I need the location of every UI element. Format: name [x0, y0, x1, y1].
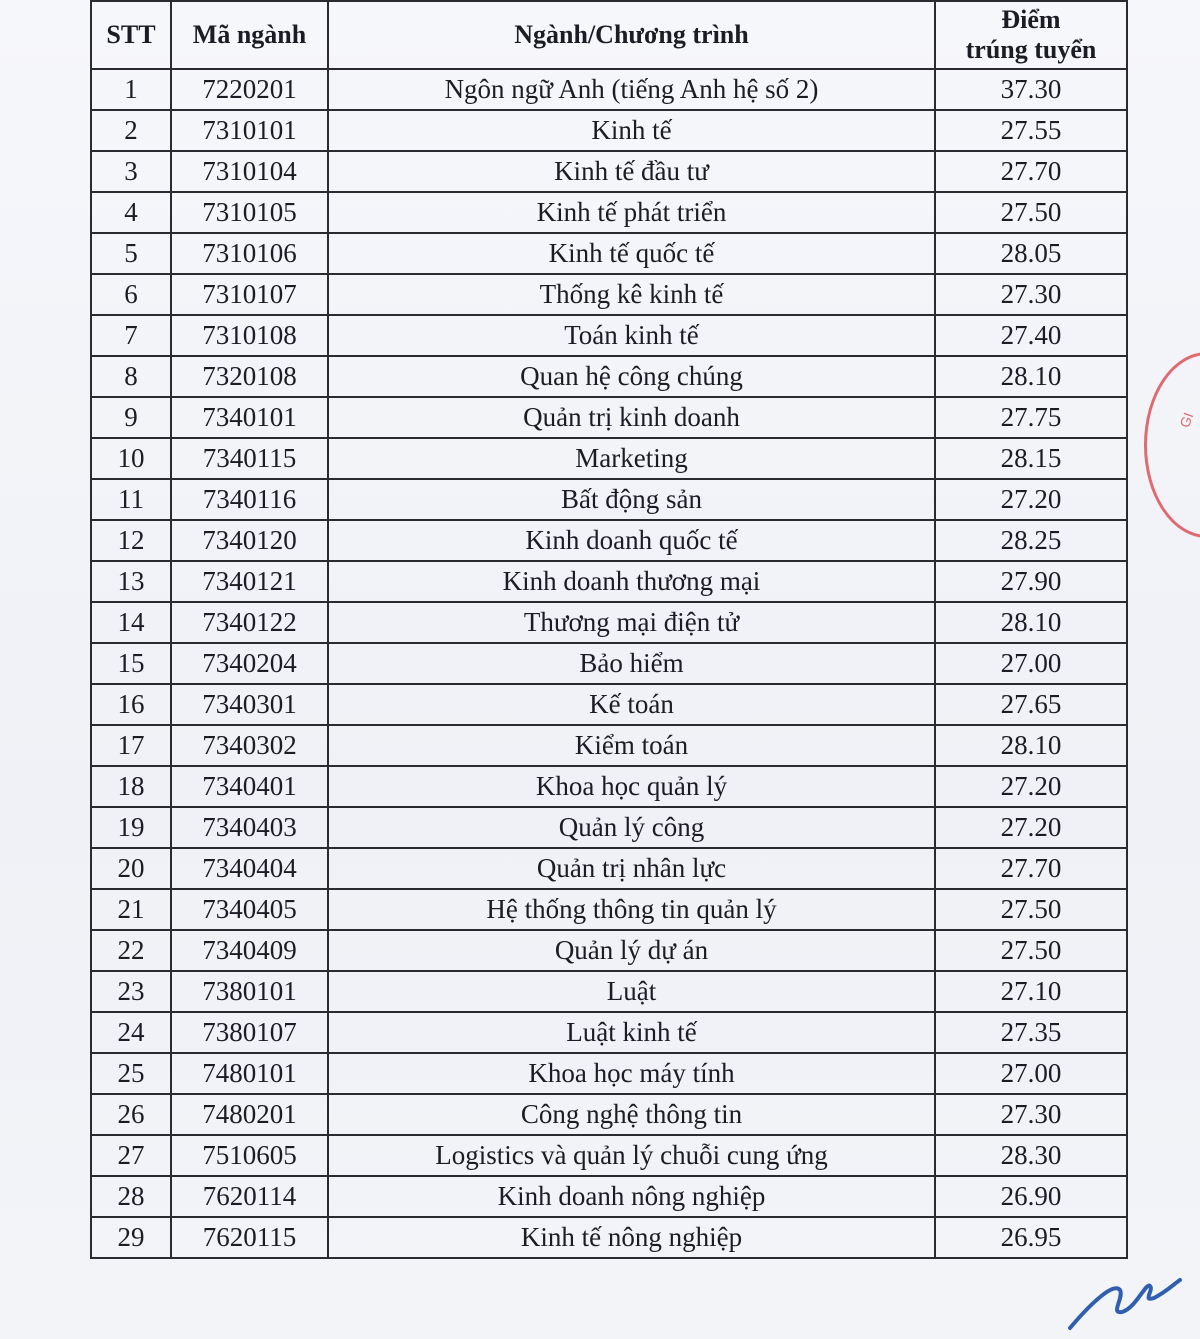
cell-major: Kinh doanh thương mại [328, 561, 935, 602]
cell-score: 27.55 [935, 110, 1127, 151]
cell-major: Kinh tế [328, 110, 935, 151]
cell-stt: 1 [91, 69, 171, 110]
cell-stt: 24 [91, 1012, 171, 1053]
cell-major: Kinh tế quốc tế [328, 233, 935, 274]
cell-code: 7480201 [171, 1094, 328, 1135]
cell-major: Ngôn ngữ Anh (tiếng Anh hệ số 2) [328, 69, 935, 110]
header-stt: STT [91, 1, 171, 69]
cell-major: Kinh tế đầu tư [328, 151, 935, 192]
table-row [91, 889, 1127, 930]
cell-score: 28.30 [935, 1135, 1127, 1176]
cell-major: Kinh doanh quốc tế [328, 520, 935, 561]
header-major: Ngành/Chương trình [328, 1, 935, 69]
cell-score: 27.50 [935, 192, 1127, 233]
cell-code: 7340115 [171, 438, 328, 479]
cell-stt: 20 [91, 848, 171, 889]
cell-stt: 25 [91, 1053, 171, 1094]
cell-code: 7220201 [171, 69, 328, 110]
cell-code: 7310105 [171, 192, 328, 233]
table-header-row [91, 1, 1127, 69]
cell-stt: 11 [91, 479, 171, 520]
table-row [91, 561, 1127, 602]
cell-code: 7620114 [171, 1176, 328, 1217]
cell-stt: 5 [91, 233, 171, 274]
cell-stt: 14 [91, 602, 171, 643]
cell-stt: 3 [91, 151, 171, 192]
cell-major: Bảo hiểm [328, 643, 935, 684]
cell-score: 26.90 [935, 1176, 1127, 1217]
cell-code: 7340101 [171, 397, 328, 438]
cell-score: 28.10 [935, 602, 1127, 643]
table-row [91, 1217, 1127, 1258]
header-score [935, 1, 1127, 69]
cell-major: Kinh doanh nông nghiệp [328, 1176, 935, 1217]
table-row [91, 848, 1127, 889]
admission-score-table [90, 0, 1128, 1259]
cell-score: 27.90 [935, 561, 1127, 602]
cell-stt: 22 [91, 930, 171, 971]
cell-code: 7340401 [171, 766, 328, 807]
cell-stt: 28 [91, 1176, 171, 1217]
cell-code: 7480101 [171, 1053, 328, 1094]
cell-score: 28.05 [935, 233, 1127, 274]
cell-stt: 21 [91, 889, 171, 930]
cell-code: 7340404 [171, 848, 328, 889]
cell-code: 7310107 [171, 274, 328, 315]
cell-code: 7320108 [171, 356, 328, 397]
cell-code: 7340122 [171, 602, 328, 643]
cell-major: Thống kê kinh tế [328, 274, 935, 315]
cell-major: Công nghệ thông tin [328, 1094, 935, 1135]
cell-score: 27.30 [935, 274, 1127, 315]
cell-major: Khoa học quản lý [328, 766, 935, 807]
table-row [91, 315, 1127, 356]
cell-code: 7340121 [171, 561, 328, 602]
cell-major: Khoa học máy tính [328, 1053, 935, 1094]
cell-code: 7340116 [171, 479, 328, 520]
cell-code: 7620115 [171, 1217, 328, 1258]
table-row [91, 684, 1127, 725]
cell-major: Quản lý công [328, 807, 935, 848]
cell-major: Hệ thống thông tin quản lý [328, 889, 935, 930]
cell-major: Kinh tế phát triển [328, 192, 935, 233]
cell-stt: 4 [91, 192, 171, 233]
table-row [91, 1012, 1127, 1053]
cell-code: 7510605 [171, 1135, 328, 1176]
cell-major: Quản trị nhân lực [328, 848, 935, 889]
cell-major: Bất động sản [328, 479, 935, 520]
cell-score: 27.35 [935, 1012, 1127, 1053]
cell-score: 27.50 [935, 889, 1127, 930]
cell-score: 37.30 [935, 69, 1127, 110]
table-row [91, 1176, 1127, 1217]
cell-score: 26.95 [935, 1217, 1127, 1258]
cell-stt: 23 [91, 971, 171, 1012]
cell-stt: 2 [91, 110, 171, 151]
cell-code: 7380101 [171, 971, 328, 1012]
table-row [91, 438, 1127, 479]
table-row [91, 1053, 1127, 1094]
cell-stt: 18 [91, 766, 171, 807]
cell-major: Quản lý dự án [328, 930, 935, 971]
table-row [91, 1135, 1127, 1176]
cell-code: 7340409 [171, 930, 328, 971]
cell-major: Luật kinh tế [328, 1012, 935, 1053]
cell-major: Kinh tế nông nghiệp [328, 1217, 935, 1258]
cell-major: Toán kinh tế [328, 315, 935, 356]
cell-score: 27.10 [935, 971, 1127, 1012]
cell-major: Kiểm toán [328, 725, 935, 766]
cell-major: Logistics và quản lý chuỗi cung ứng [328, 1135, 935, 1176]
table-row [91, 479, 1127, 520]
cell-score: 27.75 [935, 397, 1127, 438]
cell-major: Luật [328, 971, 935, 1012]
cell-stt: 15 [91, 643, 171, 684]
cell-score: 27.30 [935, 1094, 1127, 1135]
cell-stt: 6 [91, 274, 171, 315]
cell-score: 27.20 [935, 766, 1127, 807]
header-score-line1: Điểm [1001, 5, 1061, 34]
cell-stt: 26 [91, 1094, 171, 1135]
signature-mark [1062, 1262, 1182, 1334]
table-row [91, 725, 1127, 766]
cell-major: Quan hệ công chúng [328, 356, 935, 397]
cell-major: Kế toán [328, 684, 935, 725]
cell-stt: 10 [91, 438, 171, 479]
table-row [91, 766, 1127, 807]
cell-stt: 29 [91, 1217, 171, 1258]
cell-stt: 12 [91, 520, 171, 561]
table-row [91, 930, 1127, 971]
cell-stt: 7 [91, 315, 171, 356]
cell-score: 27.50 [935, 930, 1127, 971]
cell-code: 7310104 [171, 151, 328, 192]
cell-major: Quản trị kinh doanh [328, 397, 935, 438]
cell-score: 27.20 [935, 479, 1127, 520]
cell-code: 7310106 [171, 233, 328, 274]
cell-score: 27.70 [935, 848, 1127, 889]
header-score-line2: trúng tuyển [965, 35, 1097, 64]
table-row [91, 69, 1127, 110]
cell-stt: 19 [91, 807, 171, 848]
red-seal-stamp-text: GI [1176, 410, 1197, 430]
cell-stt: 13 [91, 561, 171, 602]
cell-code: 7310101 [171, 110, 328, 151]
cell-major: Marketing [328, 438, 935, 479]
cell-score: 28.10 [935, 356, 1127, 397]
cell-code: 7380107 [171, 1012, 328, 1053]
table-row [91, 1094, 1127, 1135]
cell-stt: 17 [91, 725, 171, 766]
table-row [91, 274, 1127, 315]
cell-score: 27.00 [935, 1053, 1127, 1094]
cell-stt: 16 [91, 684, 171, 725]
table-row [91, 151, 1127, 192]
cell-score: 27.00 [935, 643, 1127, 684]
table-row [91, 807, 1127, 848]
cell-code: 7310108 [171, 315, 328, 356]
cell-stt: 27 [91, 1135, 171, 1176]
cell-score: 27.65 [935, 684, 1127, 725]
cell-score: 27.20 [935, 807, 1127, 848]
cell-code: 7340403 [171, 807, 328, 848]
table-row [91, 233, 1127, 274]
cell-score: 27.70 [935, 151, 1127, 192]
table-body [91, 69, 1127, 1258]
table-row [91, 110, 1127, 151]
cell-code: 7340301 [171, 684, 328, 725]
table-row [91, 192, 1127, 233]
cell-code: 7340405 [171, 889, 328, 930]
cell-code: 7340204 [171, 643, 328, 684]
cell-score: 28.10 [935, 725, 1127, 766]
cell-stt: 9 [91, 397, 171, 438]
table-row [91, 520, 1127, 561]
table-row [91, 643, 1127, 684]
cell-stt: 8 [91, 356, 171, 397]
cell-score: 28.25 [935, 520, 1127, 561]
cell-score: 27.40 [935, 315, 1127, 356]
cell-major: Thương mại điện tử [328, 602, 935, 643]
cell-code: 7340302 [171, 725, 328, 766]
header-code: Mã ngành [171, 1, 328, 69]
cell-score: 28.15 [935, 438, 1127, 479]
table-row [91, 356, 1127, 397]
table-row [91, 397, 1127, 438]
table-row [91, 602, 1127, 643]
table-row [91, 971, 1127, 1012]
cell-code: 7340120 [171, 520, 328, 561]
